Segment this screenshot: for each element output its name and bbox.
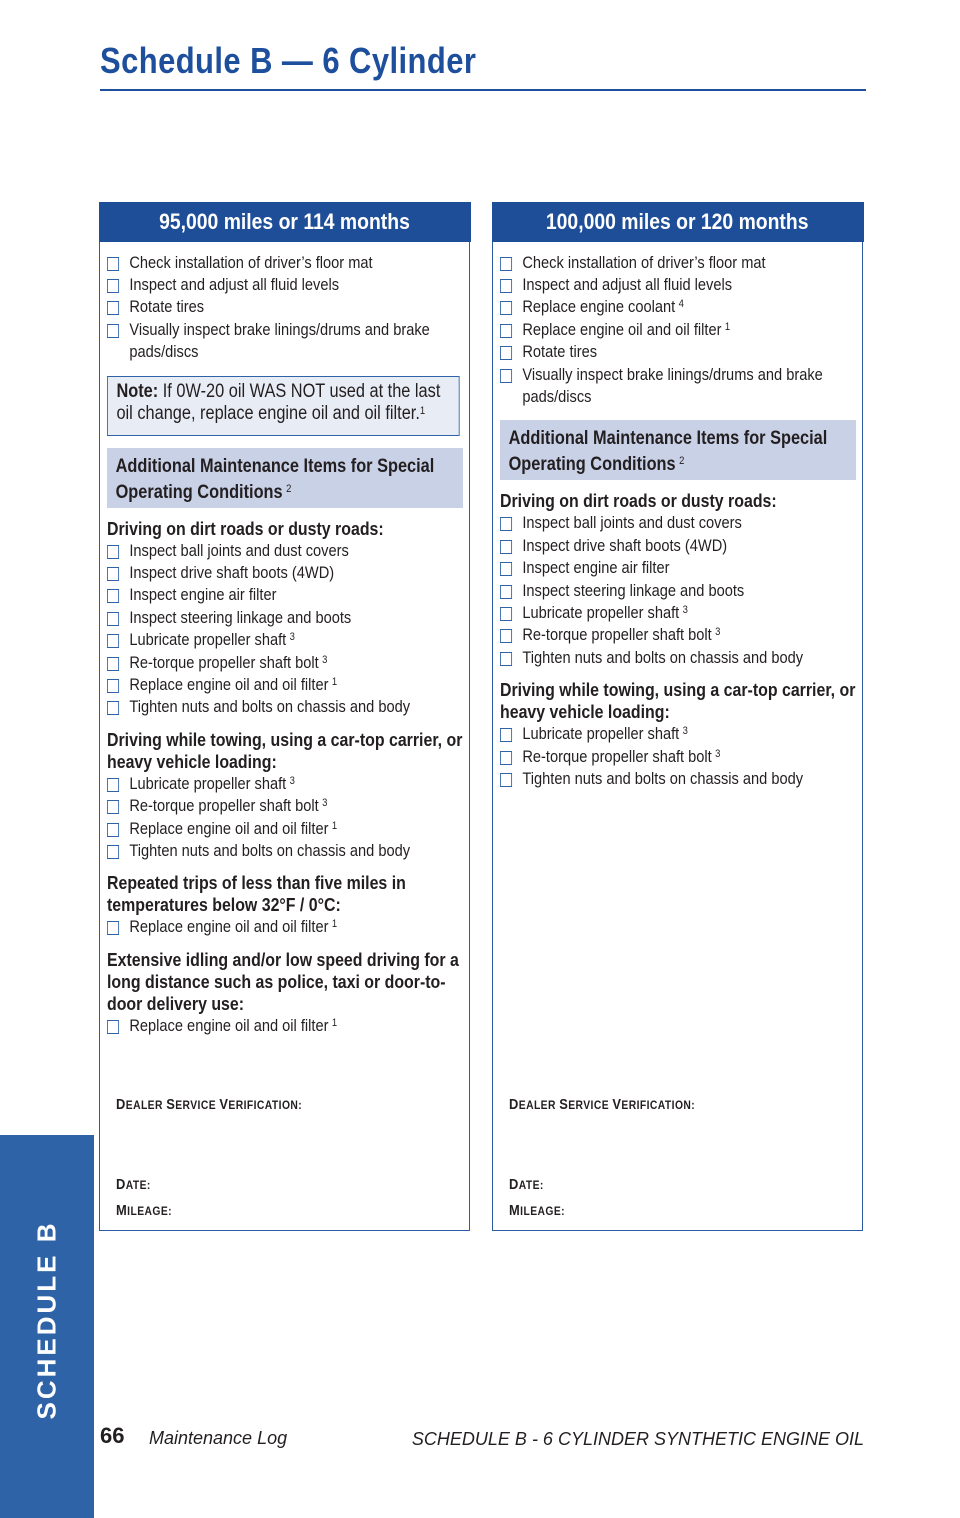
footnote-ref: 3	[289, 631, 295, 644]
checklist-item	[107, 795, 460, 817]
item-text: Inspect ball joints and dust covers	[129, 540, 349, 560]
item-text: Check installation of driver’s floor mat	[522, 252, 766, 272]
checkbox[interactable]	[107, 701, 119, 715]
checkbox[interactable]	[500, 629, 512, 643]
footnote-ref: 1	[331, 918, 338, 931]
footnote-ref: 2	[679, 455, 685, 468]
panel-header: 100,000 miles or 120 months	[492, 202, 864, 242]
checklist-item	[107, 540, 460, 562]
condition-heading: Extensive idling and/or low speed driving for a long distance such as police, taxi or door-to-door delivery use:	[107, 948, 459, 1014]
checklist-item	[107, 252, 460, 274]
checklist-item	[500, 252, 853, 274]
footnote-ref: 3	[682, 725, 688, 738]
footnote-ref: 3	[715, 626, 721, 639]
mileage-label: MILEAGE:	[116, 1202, 173, 1219]
footnote-ref: 4	[678, 298, 684, 311]
item-text: Re-torque propeller shaft bolt	[129, 652, 319, 672]
checkbox[interactable]	[500, 369, 512, 383]
item-text: Visually inspect brake linings/drums and brake pads/discs	[129, 319, 430, 362]
item-text: Visually inspect brake linings/drums and brake pads/discs	[522, 364, 823, 406]
note-box	[107, 376, 460, 436]
item-text: Inspect and adjust all fluid levels	[522, 274, 733, 294]
item-text: Replace engine oil and oil filter	[129, 1015, 329, 1035]
note-label: Note:	[116, 380, 159, 402]
checklist-item	[107, 607, 460, 629]
checkbox[interactable]	[107, 845, 119, 859]
checkbox[interactable]	[500, 324, 512, 338]
item-text: Replace engine oil and oil filter	[129, 818, 329, 838]
checkbox[interactable]	[107, 301, 119, 315]
checkbox[interactable]	[107, 324, 119, 338]
checklist-item	[500, 580, 853, 602]
dealer-verification-label: DEALER SERVICE VERIFICATION:	[116, 1096, 303, 1113]
item-text: Re-torque propeller shaft bolt	[522, 625, 712, 645]
checklist-item	[107, 652, 460, 674]
item-text: Replace engine oil and oil filter	[129, 674, 329, 694]
checkbox[interactable]	[107, 657, 119, 671]
checkbox[interactable]	[107, 612, 119, 626]
checkbox[interactable]	[500, 279, 512, 293]
item-text: Lubricate propeller shaft	[129, 630, 287, 650]
item-text: Tighten nuts and bolts on chassis and body	[129, 841, 411, 860]
footnote-ref: 3	[682, 603, 688, 616]
checkbox[interactable]	[107, 634, 119, 648]
checkbox[interactable]	[500, 517, 512, 531]
item-text: Inspect steering linkage and boots	[129, 607, 352, 627]
checklist-item	[107, 773, 460, 795]
item-text: Inspect steering linkage and boots	[522, 580, 745, 600]
panel-header: 95,000 miles or 114 months	[99, 202, 471, 242]
checklist-item	[107, 1015, 460, 1037]
footnote-ref: 3	[715, 747, 721, 760]
side-tab-label: SCHEDULE B	[31, 1220, 62, 1420]
checklist-item	[500, 535, 853, 557]
date-label: DATE:	[509, 1176, 544, 1193]
checkbox[interactable]	[500, 346, 512, 360]
checkbox[interactable]	[500, 607, 512, 621]
checklist-item	[107, 296, 460, 318]
item-text: Rotate tires	[522, 342, 598, 362]
item-text: Tighten nuts and bolts on chassis and body	[522, 647, 804, 667]
checklist-item	[107, 629, 460, 651]
condition-heading: Driving while towing, using a car-top carrier, or heavy vehicle loading:	[107, 728, 463, 772]
date-label: DATE:	[116, 1176, 151, 1193]
footnote-ref: 3	[322, 797, 328, 810]
checkbox[interactable]	[107, 1020, 119, 1034]
item-text: Inspect drive shaft boots (4WD)	[522, 535, 728, 555]
checkbox[interactable]	[107, 257, 119, 271]
note-text: If 0W-20 oil WAS NOT used at the last oil change, replace engine oil and oil filter.	[116, 380, 441, 424]
checklist-item	[107, 916, 460, 938]
footnote-ref: 1	[331, 1016, 338, 1029]
footnote-ref: 3	[289, 774, 295, 787]
checklist-item	[107, 840, 460, 862]
footnote-ref: 1	[331, 675, 338, 688]
footnote-ref: 2	[286, 482, 292, 495]
checklist-item	[500, 296, 853, 318]
item-text: Lubricate propeller shaft	[522, 602, 680, 622]
checkbox[interactable]	[500, 257, 512, 271]
condition-heading: Driving on dirt roads or dusty roads:	[500, 490, 777, 512]
checklist-item	[500, 624, 853, 646]
footnote-ref: 1	[724, 320, 731, 333]
footer-right-label: SCHEDULE B - 6 CYLINDER SYNTHETIC ENGINE OIL	[411, 1429, 864, 1449]
item-text: Lubricate propeller shaft	[129, 773, 287, 793]
checklist-item	[500, 319, 853, 341]
checklist-item	[107, 818, 460, 840]
checkbox[interactable]	[107, 679, 119, 693]
panel-95000	[99, 202, 470, 1231]
checkbox[interactable]	[107, 589, 119, 603]
checkbox[interactable]	[500, 585, 512, 599]
checkbox[interactable]	[500, 652, 512, 666]
condition-heading: Driving on dirt roads or dusty roads:	[107, 517, 384, 539]
item-text: Inspect and adjust all fluid levels	[129, 274, 340, 294]
footnote-ref: 1	[331, 819, 338, 832]
checkbox[interactable]	[107, 279, 119, 293]
checklist-item	[500, 602, 853, 624]
dealer-verification-label: DEALER SERVICE VERIFICATION:	[509, 1096, 696, 1113]
page-number: 66	[100, 1423, 125, 1448]
footer-left-label: Maintenance Log	[149, 1428, 288, 1448]
checklist-item	[500, 768, 853, 790]
item-text: Re-torque propeller shaft bolt	[129, 796, 319, 816]
item-text: Inspect engine air filter	[129, 585, 277, 605]
checkbox[interactable]	[500, 728, 512, 742]
checklist-item	[107, 562, 460, 584]
panel-content	[107, 252, 463, 1038]
footnote-ref: 1	[419, 404, 426, 417]
checklist-item	[107, 319, 460, 364]
checklist-item	[500, 647, 853, 669]
additional-items-banner	[107, 448, 463, 508]
item-text: Inspect drive shaft boots (4WD)	[129, 562, 335, 582]
item-text: Tighten nuts and bolts on chassis and body	[129, 697, 411, 717]
checklist-item	[107, 584, 460, 606]
panel-content	[500, 252, 856, 791]
item-text: Rotate tires	[129, 297, 205, 317]
checkbox[interactable]	[500, 540, 512, 554]
item-text: Inspect engine air filter	[522, 558, 670, 578]
additional-items-banner	[500, 420, 856, 480]
item-text: Replace engine coolant	[522, 297, 676, 317]
checklist-item	[500, 512, 853, 534]
checklist-item	[500, 364, 853, 409]
item-text: Inspect ball joints and dust covers	[522, 513, 742, 533]
checkbox[interactable]	[107, 778, 119, 792]
checkbox[interactable]	[500, 301, 512, 315]
checkbox[interactable]	[107, 823, 119, 837]
checklist-item	[107, 696, 460, 718]
checklist-item	[500, 341, 853, 363]
item-text: Replace engine oil and oil filter	[522, 319, 722, 339]
checklist-item	[500, 274, 853, 296]
title-rule	[100, 89, 866, 91]
checklist-item	[500, 557, 853, 579]
checklist-item	[107, 274, 460, 296]
item-text: Tighten nuts and bolts on chassis and body	[522, 769, 804, 788]
banner-title: Additional Maintenance Items for Special Operating Conditions	[508, 428, 828, 476]
condition-heading: Driving while towing, using a car-top carrier, or heavy vehicle loading:	[500, 679, 856, 723]
item-text: Lubricate propeller shaft	[522, 724, 680, 744]
item-text: Replace engine oil and oil filter	[129, 917, 329, 937]
checkbox[interactable]	[500, 751, 512, 765]
condition-heading: Repeated trips of less than five miles in temperatures below 32°F / 0°C:	[107, 872, 406, 916]
checkbox[interactable]	[500, 562, 512, 576]
page-title: Schedule B — 6 Cylinder	[100, 40, 477, 81]
item-text: Check installation of driver’s floor mat	[129, 252, 373, 272]
checkbox[interactable]	[107, 800, 119, 814]
checkbox[interactable]	[500, 773, 512, 787]
checkbox[interactable]	[107, 545, 119, 559]
checkbox[interactable]	[107, 921, 119, 935]
checkbox[interactable]	[107, 567, 119, 581]
checklist-item	[500, 746, 853, 768]
panel-100000	[492, 202, 863, 1231]
checklist-item	[107, 674, 460, 696]
footnote-ref: 3	[322, 653, 328, 666]
mileage-label: MILEAGE:	[509, 1202, 566, 1219]
banner-title: Additional Maintenance Items for Special Operating Conditions	[115, 455, 435, 503]
checklist-item	[500, 723, 853, 745]
item-text: Re-torque propeller shaft bolt	[522, 746, 712, 766]
